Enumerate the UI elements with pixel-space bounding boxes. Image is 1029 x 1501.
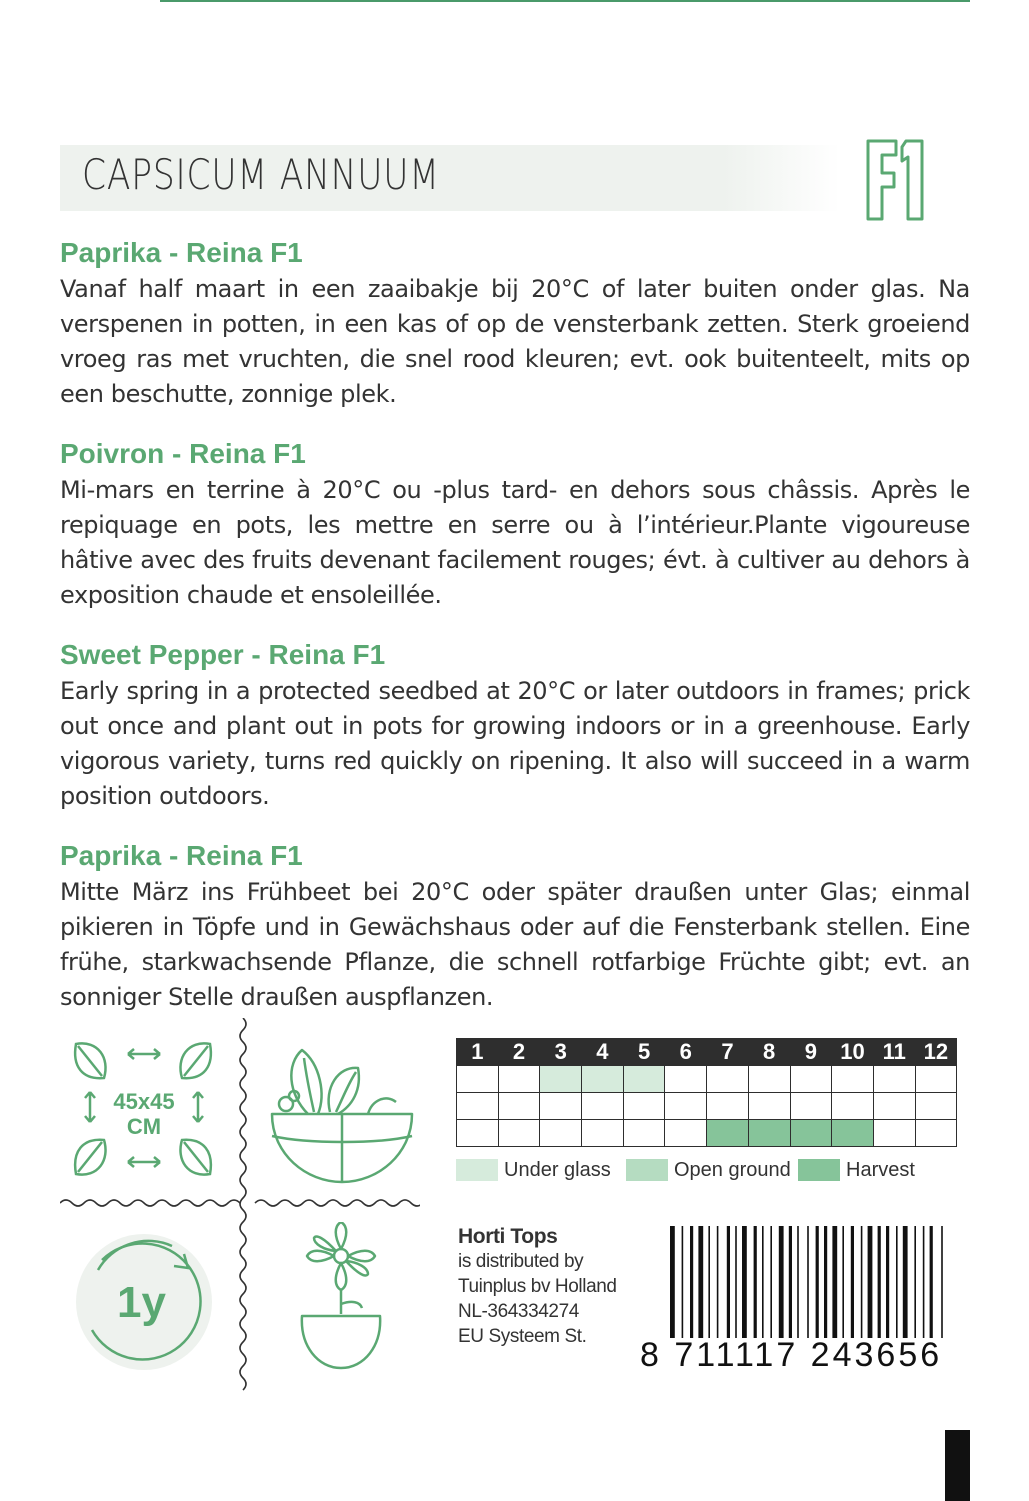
- distributor-line: is distributed by: [458, 1251, 584, 1272]
- calendar-cell: [540, 1120, 582, 1147]
- calendar-month-5: 5: [623, 1039, 665, 1066]
- calendar-month-12: 12: [915, 1039, 957, 1066]
- calendar-cell: [915, 1093, 957, 1120]
- calendar-row-under-glass: [457, 1066, 957, 1093]
- barcode-bar: [903, 1226, 908, 1338]
- top-rule: [160, 0, 970, 2]
- barcode-bar: [797, 1226, 799, 1338]
- section-dutch: [60, 236, 970, 412]
- calendar-row-open-ground: [457, 1093, 957, 1120]
- barcode-bar: [779, 1226, 784, 1338]
- calendar-cell: [873, 1120, 915, 1147]
- section-heading: Paprika - Reina F1: [60, 237, 303, 268]
- barcode-bar: [886, 1226, 889, 1338]
- calendar-cell: [623, 1120, 665, 1147]
- calendar-cell: [582, 1066, 624, 1093]
- barcode-bar: [832, 1226, 837, 1338]
- legend-swatch: [626, 1159, 668, 1181]
- barcode-bar: [896, 1226, 898, 1338]
- calendar-cell: [707, 1093, 749, 1120]
- section-heading: Poivron - Reina F1: [60, 438, 306, 469]
- calendar-month-3: 3: [540, 1039, 582, 1066]
- species-title: CAPSICUM ANNUUM: [82, 150, 440, 199]
- section-body: Mi-mars en terrine à 20°C ou -plus tard- en dehors sous châssis. Après le repiquage en pots, les mettre en serre ou à l’intérieur.Plante vigoureuse hâtive avec des fruits devenant facilement rouges; évt. à cultiver au dehors à exposition chaude et ensoleillée.: [60, 476, 970, 609]
- calendar-cell: [748, 1093, 790, 1120]
- calendar-cell: [498, 1120, 540, 1147]
- barcode-bar: [851, 1226, 854, 1338]
- wavy-divider-horizontal: [60, 1196, 420, 1210]
- calendar-month-8: 8: [748, 1039, 790, 1066]
- calendar-cell: [832, 1120, 874, 1147]
- distributor-info: [458, 1224, 617, 1349]
- calendar-cell: [623, 1066, 665, 1093]
- barcode-bar: [789, 1226, 792, 1338]
- calendar-cell: [582, 1120, 624, 1147]
- calendar-month-7: 7: [707, 1039, 749, 1066]
- legend-label: Open ground: [674, 1158, 791, 1181]
- calendar-cell: [665, 1120, 707, 1147]
- legend-swatch: [798, 1159, 840, 1181]
- calendar-cell: [790, 1066, 832, 1093]
- f1-badge-icon: [862, 135, 932, 227]
- calendar-month-1: 1: [457, 1039, 499, 1066]
- barcode-bar: [717, 1226, 719, 1338]
- barcode-bar: [868, 1226, 873, 1338]
- distributor-line: Tuinplus bv Holland: [458, 1276, 617, 1297]
- barcode-number: 8 711117 243656: [640, 1336, 943, 1374]
- barcode-bar: [807, 1226, 809, 1338]
- bowl-leaves-icon: [268, 1044, 416, 1186]
- calendar-cell: [498, 1093, 540, 1120]
- barcode-bar: [824, 1226, 827, 1338]
- barcode-bar: [727, 1226, 730, 1338]
- section-german: [60, 839, 970, 1015]
- section-body: Vanaf half maart in een zaaibakje bij 20°C of later buiten onder glas. Na verspenen in potten, in een kas of op de vensterbank zetten. Sterk groeiend vroeg ras met vruchten, die snel rood kleuren; evt. ook buitenteelt, mits op een beschutte, zonnige plek.: [60, 275, 970, 408]
- calendar-cell: [665, 1093, 707, 1120]
- calendar-month-header: [457, 1039, 957, 1066]
- calendar-month-10: 10: [832, 1039, 874, 1066]
- calendar-cell: [873, 1093, 915, 1120]
- barcode-bar: [735, 1226, 737, 1338]
- calendar-cell: [582, 1093, 624, 1120]
- calendar-cell: [457, 1066, 499, 1093]
- barcode-bar: [842, 1226, 844, 1338]
- barcode-bar: [770, 1226, 772, 1338]
- calendar-cell: [790, 1093, 832, 1120]
- legend-label: Under glass: [504, 1158, 611, 1181]
- barcode-bar: [670, 1226, 675, 1338]
- legend-swatch: [456, 1159, 498, 1181]
- legend-under-glass: [456, 1158, 611, 1182]
- section-heading: Paprika - Reina F1: [60, 840, 303, 871]
- flower-pot-icon: [298, 1222, 384, 1372]
- calendar-cell: [457, 1120, 499, 1147]
- calendar-cell: [540, 1066, 582, 1093]
- calendar-cell: [457, 1093, 499, 1120]
- section-english: [60, 638, 970, 814]
- section-french: [60, 437, 970, 613]
- calendar-cell: [748, 1066, 790, 1093]
- sowing-calendar: [456, 1038, 957, 1147]
- legend-harvest: [798, 1158, 915, 1182]
- barcode-bar: [762, 1226, 764, 1338]
- section-heading: Sweet Pepper - Reina F1: [60, 639, 386, 670]
- barcode-bar: [690, 1226, 693, 1338]
- barcode-bar: [923, 1226, 925, 1338]
- section-body: Early spring in a protected seedbed at 20°C or later outdoors in frames; prick out once and plant out in pots for growing indoors or in a greenhouse. Early vigorous variety, turns red quickly on ripening. It also will succeed in a warm position outdoors.: [60, 677, 970, 810]
- barcode-bar: [682, 1226, 684, 1338]
- section-body: Mitte März ins Frühbeet bei 20°C oder später draußen unter Glas; einmal pikieren in Töpfe und in Gewächshaus oder auf die Fensterbank stellen. Eine frühe, starkwachsende Pflanze, die schnell rotfarbige Früchte gibt; evt. an sonniger Stelle draußen auspflanzen.: [60, 878, 970, 1011]
- calendar-cell: [498, 1066, 540, 1093]
- barcode-bar: [708, 1226, 710, 1338]
- calendar-cell: [748, 1120, 790, 1147]
- barcode-bar: [914, 1226, 916, 1338]
- calendar-cell: [873, 1066, 915, 1093]
- barcode-bar: [742, 1226, 747, 1338]
- calendar-month-11: 11: [873, 1039, 915, 1066]
- spacing-unit: CM: [126, 1114, 162, 1139]
- barcode-bar: [930, 1226, 933, 1338]
- calendar-month-9: 9: [790, 1039, 832, 1066]
- legend-open-ground: [626, 1158, 791, 1182]
- barcode-bar: [941, 1226, 943, 1338]
- calendar-row-harvest: [457, 1120, 957, 1147]
- barcode-bar: [816, 1226, 819, 1338]
- spacing-value: 45x45: [113, 1089, 175, 1114]
- barcode-bar: [698, 1226, 703, 1338]
- calendar-cell: [915, 1066, 957, 1093]
- calendar-cell: [790, 1120, 832, 1147]
- brand-name: Horti Tops: [458, 1225, 558, 1248]
- calendar-cell: [707, 1120, 749, 1147]
- calendar-month-4: 4: [582, 1039, 624, 1066]
- legend-label: Harvest: [846, 1158, 915, 1181]
- calendar-cell: [915, 1120, 957, 1147]
- calendar-cell: [832, 1066, 874, 1093]
- lifespan-label: 1y: [117, 1278, 166, 1327]
- calendar-cell: [540, 1093, 582, 1120]
- corner-mark: [945, 1430, 970, 1501]
- barcode-bar: [861, 1226, 863, 1338]
- distributor-line: NL-364334274: [458, 1301, 579, 1322]
- calendar-month-6: 6: [665, 1039, 707, 1066]
- calendar-cell: [623, 1093, 665, 1120]
- calendar-cell: [832, 1093, 874, 1120]
- distributor-line: EU Systeem St.: [458, 1326, 587, 1347]
- calendar-month-2: 2: [498, 1039, 540, 1066]
- barcode-bar: [754, 1226, 757, 1338]
- calendar-cell: [707, 1066, 749, 1093]
- spacing-label: [98, 1089, 190, 1139]
- barcode-bar: [878, 1226, 881, 1338]
- calendar-cell: [665, 1066, 707, 1093]
